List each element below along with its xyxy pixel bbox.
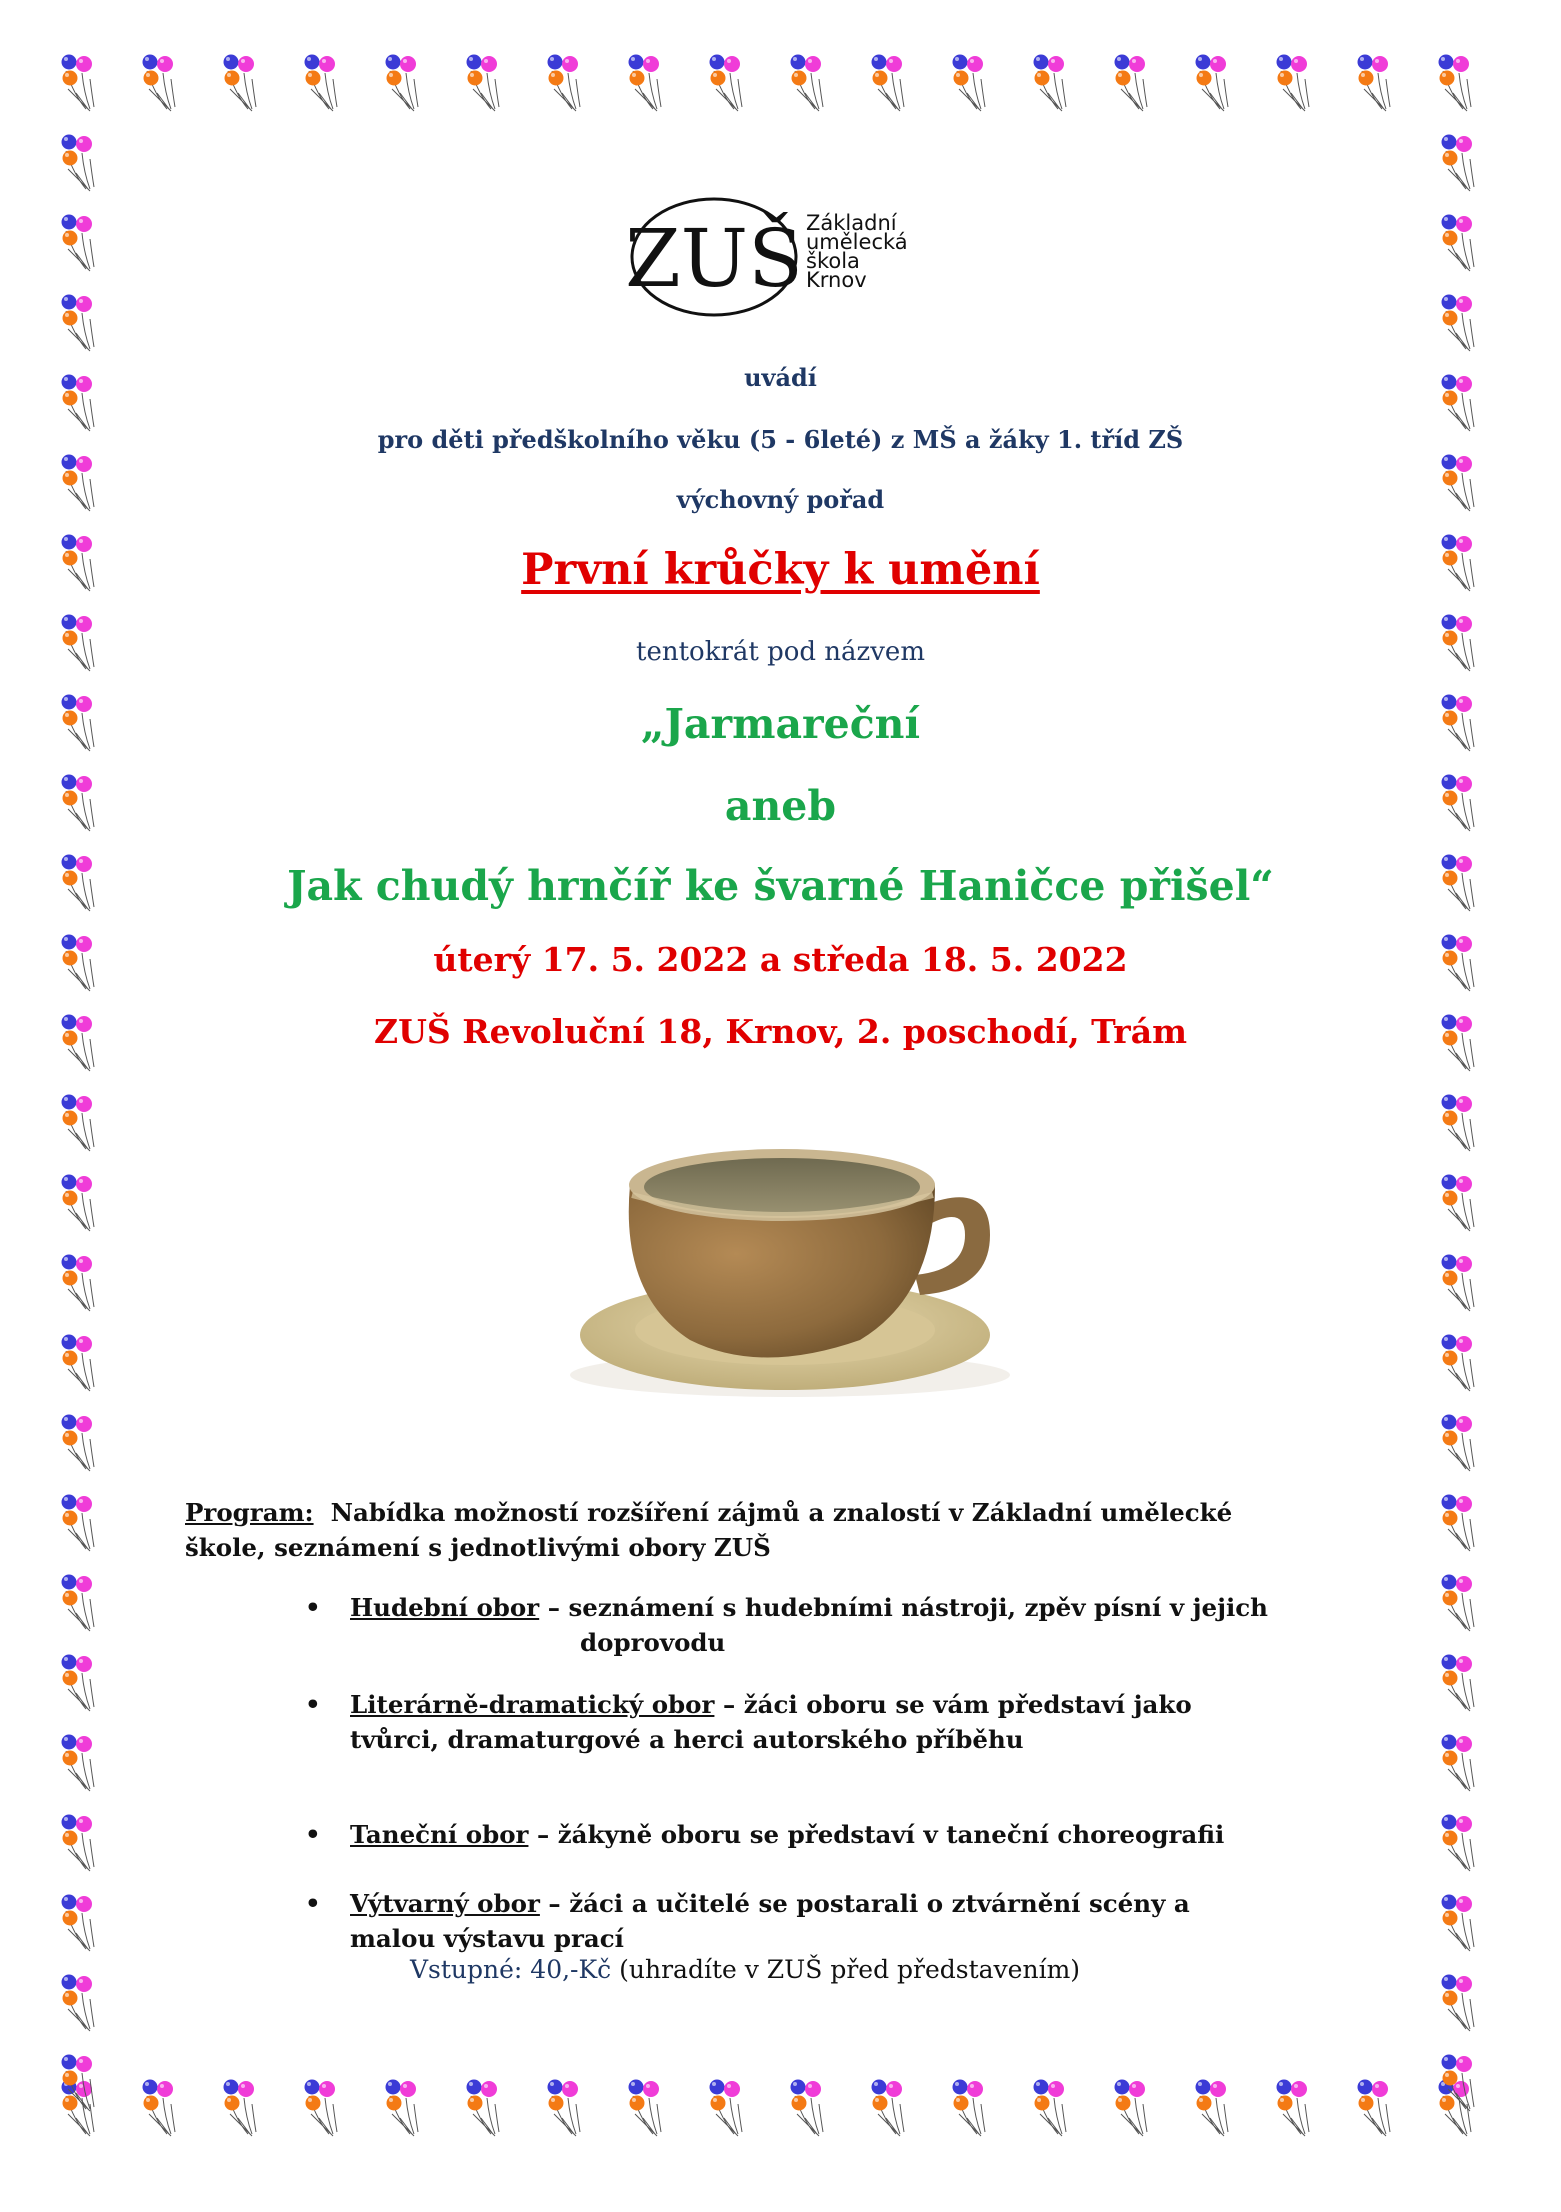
show-name-line1: „Jarmareční: [640, 700, 921, 748]
bullet-icon: •: [305, 1593, 321, 1622]
audience-line: pro děti předškolního věku (5 - 6leté) z MŠ a žáky 1. tříd ZŠ: [377, 425, 1184, 454]
program-intro: [185, 1495, 1365, 1565]
entry-fee: [410, 1955, 1080, 1984]
zus-logo-icon: [628, 194, 808, 320]
show-type: výchovný pořad: [676, 485, 885, 514]
event-place: ZUŠ Revoluční 18, Krnov, 2. poschodí, Trám: [374, 1012, 1187, 1051]
bullet-icon: •: [305, 1889, 321, 1918]
list-item: • Hudební obor – seznámení s hudebními nástroji, zpěv písní v jejich doprovodu: [350, 1590, 1400, 1660]
field-name: Výtvarný obor: [350, 1889, 540, 1918]
entry-fee-note: (uhradíte v ZUŠ před představením): [611, 1955, 1081, 1984]
bullet-icon: •: [305, 1690, 321, 1719]
show-name-line2: aneb: [724, 782, 837, 830]
subtitle-intro: tentokrát pod názvem: [636, 637, 925, 667]
list-item: • Výtvarný obor – žáci a učitelé se postarali o ztvárnění scény a malou výstavu prací: [350, 1886, 1400, 1956]
bullet-icon: •: [305, 1820, 321, 1849]
school-name: Základní umělecká škola Krnov: [806, 211, 908, 292]
field-name: Hudební obor: [350, 1593, 540, 1622]
list-item: • Taneční obor – žákyně oboru se představí v taneční choreografii: [350, 1817, 1400, 1852]
program-label: Program:: [185, 1498, 314, 1527]
ceramic-cup-icon: [560, 1125, 1020, 1415]
page-title: První krůčky k umění: [521, 545, 1040, 595]
school-logo: [628, 194, 948, 324]
show-name-line3: Jak chudý hrnčíř ke švarné Haničce přišel“: [287, 862, 1274, 910]
event-date: úterý 17. 5. 2022 a středa 18. 5. 2022: [433, 940, 1128, 979]
entry-fee-label: Vstupné: 40,-Kč: [410, 1955, 612, 1984]
presents-label: uvádí: [744, 363, 817, 392]
program-text-line2: škole, seznámení s jednotlivými obory ZUŠ: [185, 1533, 771, 1562]
field-name: Literárně-dramatický obor: [350, 1690, 715, 1719]
program-text-line1: Nabídka možností rozšíření zájmů a znalostí v Základní umělecké: [330, 1498, 1233, 1527]
field-name: Taneční obor: [350, 1820, 529, 1849]
list-item: • Literárně-dramatický obor – žáci oboru se vám představí jako tvůrci, dramaturgové a herci autorského příběhu: [350, 1687, 1400, 1757]
svg-text:ZUŠ: ZUŠ: [628, 212, 803, 305]
